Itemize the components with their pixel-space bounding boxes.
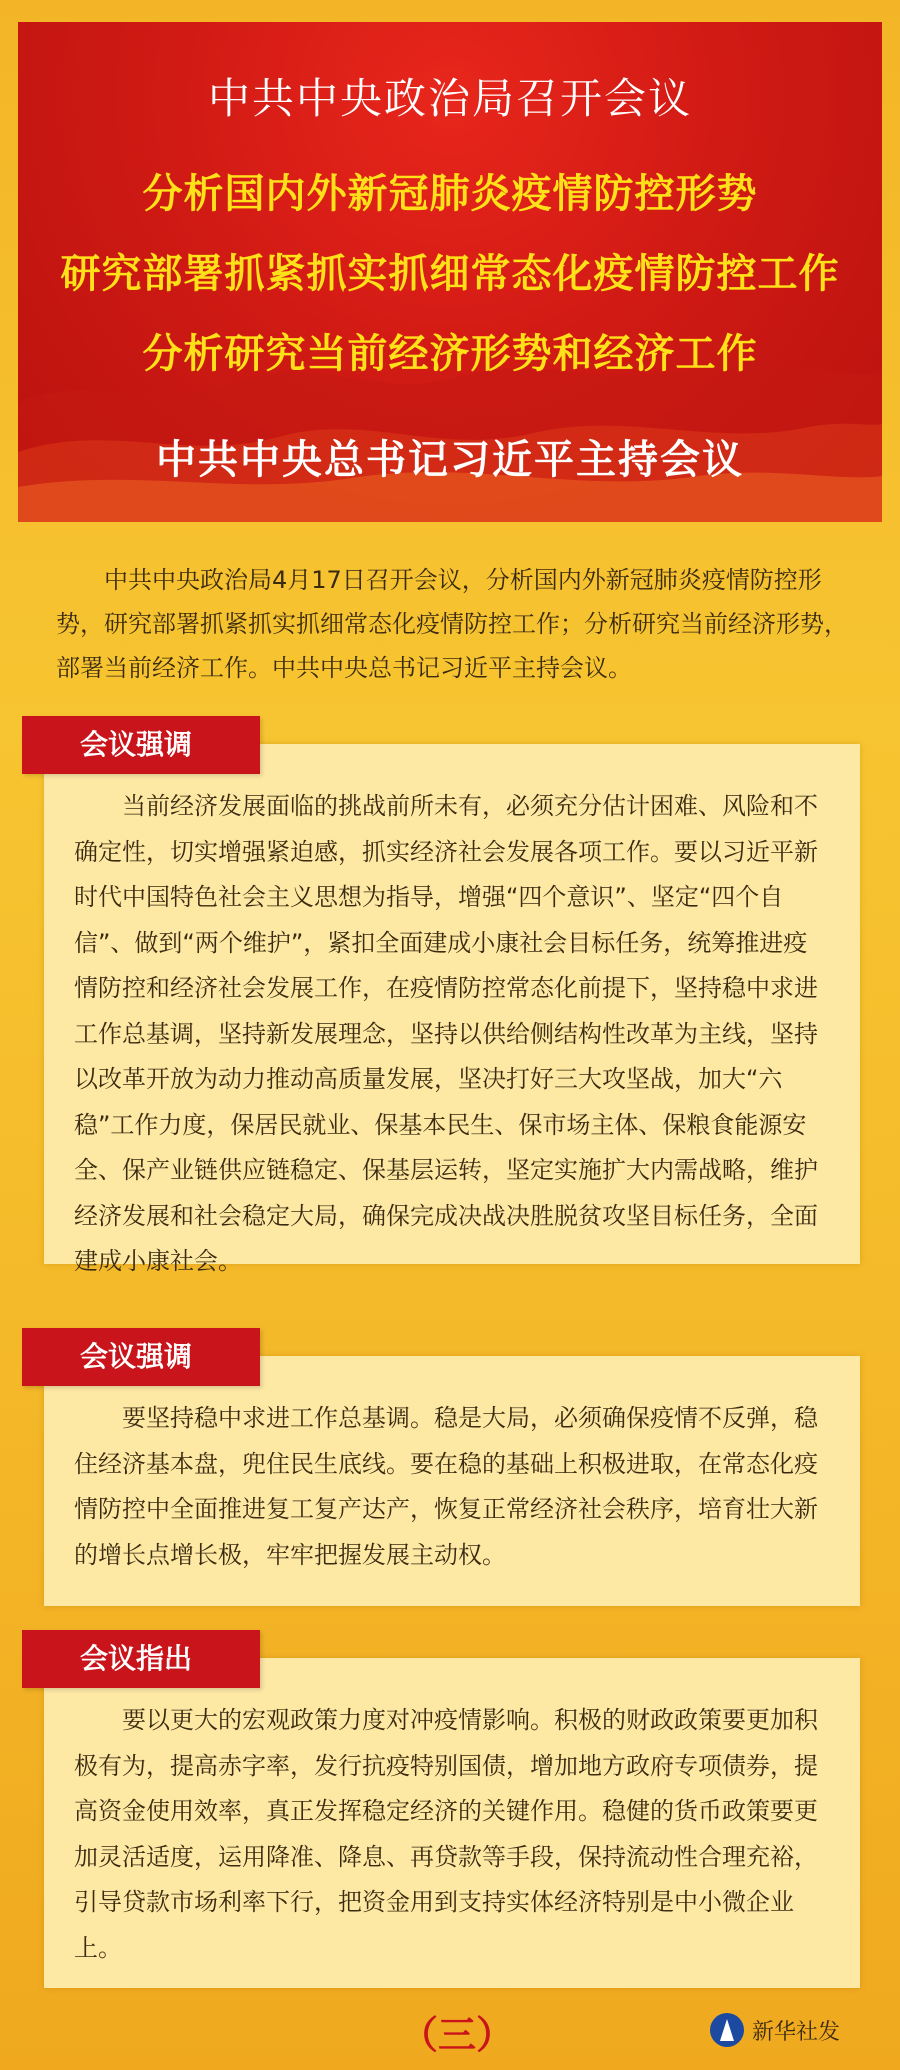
page-number: （三）	[400, 2013, 515, 2057]
header-banner	[18, 22, 882, 522]
section-emphasis-2	[22, 1328, 882, 1606]
section-tag: 会议强调	[22, 1328, 260, 1386]
source-name: 新华社发	[752, 2019, 841, 2045]
section-point-out	[22, 1630, 882, 1986]
xinhua-logo-icon	[710, 2013, 744, 2047]
section-emphasis-1	[22, 716, 882, 1275]
source-logo	[710, 2010, 840, 2050]
intro-paragraph: 中共中央政治局4月17日召开会议，分析国内外新冠肺炎疫情防控形势，研究部署抓紧抓实抓细常态化疫情防控工作；分析研究当前经济形势，部署当前经济工作。中共中央总书记习近平主持会议。	[56, 566, 848, 682]
section-content-box	[44, 1356, 860, 1606]
section-tag: 会议强调	[22, 716, 260, 774]
section-tag: 会议指出	[22, 1630, 260, 1688]
banner-host: 中共中央总书记习近平主持会议	[156, 437, 744, 483]
banner-line-1: 分析国内外新冠肺炎疫情防控形势	[142, 171, 758, 217]
section-text: 要以更大的宏观政策力度对冲疫情影响。积极的财政政策要更加积极有为，提高赤字率，发行抗疫特别国债，增加地方政府专项债券，提高资金使用效率，真正发挥稳定经济的关键作用。稳健的货币政策要更加灵活适度，运用降准、降息、再贷款等手段，保持流动性合理充裕，引导贷款市场利率下行，把资金用到支持实体经济特别是中小微企业上。	[74, 1706, 818, 1962]
section-content-box	[44, 1658, 860, 1988]
banner-title: 中共中央政治局召开会议	[207, 74, 692, 123]
section-text: 当前经济发展面临的挑战前所未有，必须充分估计困难、风险和不确定性，切实增强紧迫感，抓实经济社会发展各项工作。要以习近平新时代中国特色社会主义思想为指导，增强“四个意识”、坚定“四个自信”、做到“两个维护”，紧扣全面建成小康社会目标任务，统筹推进疫情防控和经济社会发展工作，在疫情防控常态化前提下，坚持稳中求进工作总基调，坚持新发展理念，坚持以供给侧结构性改革为主线，坚持以改革开放为动力推动高质量发展，坚决打好三大攻坚战，加大“六稳”工作力度，保居民就业、保基本民生、保市场主体、保粮食能源安全、保产业链供应链稳定、保基层运转，坚定实施扩大内需战略，维护经济发展和社会稳定大局，确保完成决战决胜脱贫攻坚目标任务，全面建成小康社会。	[74, 792, 818, 1275]
banner-line-3: 分析研究当前经济形势和经济工作	[142, 331, 758, 377]
section-content-box	[44, 744, 860, 1275]
banner-line-2: 研究部署抓紧抓实抓细常态化疫情防控工作	[60, 251, 840, 297]
section-text: 要坚持稳中求进工作总基调。稳是大局，必须确保疫情不反弹，稳住经济基本盘，兜住民生底线。要在稳的基础上积极进取，在常态化疫情防控中全面推进复工复产达产，恢复正常经济社会秩序，培育壮大新的增长点增长极，牢牢把握发展主动权。	[74, 1404, 818, 1569]
